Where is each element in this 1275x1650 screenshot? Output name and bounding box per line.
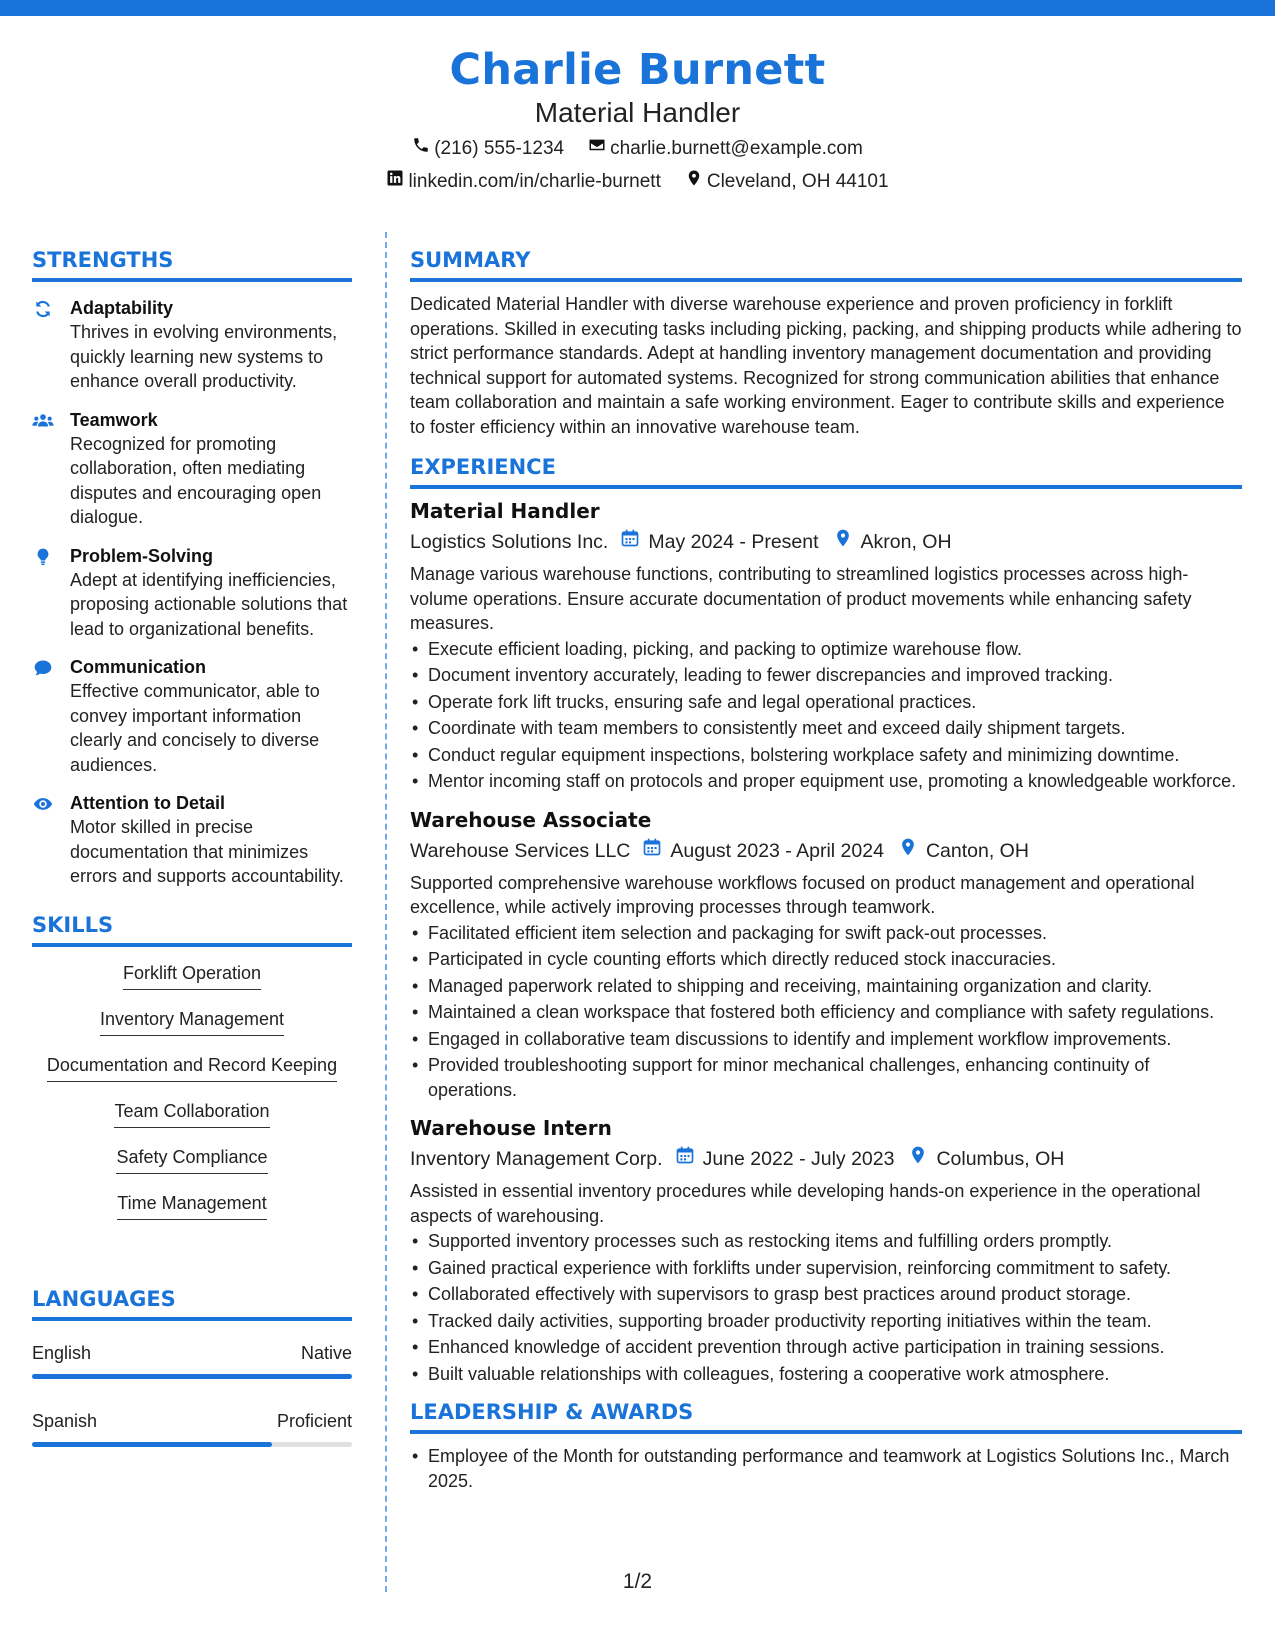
job-entry	[410, 806, 1242, 1103]
job-bullet: • Gained practical experience with forklifts under supervision, reinforcing commitment to safety.	[410, 1256, 1242, 1281]
language-name: Spanish	[32, 1410, 98, 1431]
awards-heading: LEADERSHIP & AWARDS	[410, 1398, 1242, 1434]
job-bullet: • Facilitated efficient item selection and packaging for swift pack-out processes.	[410, 921, 1242, 946]
skills-list	[32, 961, 352, 1237]
phone-contact[interactable]	[412, 136, 564, 161]
strength-item	[32, 296, 352, 394]
job-list	[410, 497, 1242, 1386]
job-company: Inventory Management Corp.	[410, 1148, 663, 1170]
job-description: Assisted in essential inventory procedures while developing hands-on experience in the operational aspects of warehousing.	[410, 1181, 1201, 1226]
job-description: Manage various warehouse functions, contributing to streamlined logistics processes across high-volume operations. Ensure accurate documentation of product movements while enhancing safety measures.	[410, 564, 1192, 633]
job-bullet: • Supported inventory processes such as restocking items and fulfilling orders promptly.	[410, 1229, 1242, 1254]
award-item: • Employee of the Month for outstanding performance and teamwork at Logistics Solutions Inc., March 2025.	[410, 1444, 1242, 1493]
contact-row-2	[0, 169, 1275, 194]
job-entry	[410, 497, 1242, 794]
calendar-icon	[675, 1145, 703, 1173]
job-bullet: • Document inventory accurately, leading to fewer discrepancies and improved tracking.	[410, 663, 1242, 688]
languages-section	[32, 1285, 352, 1447]
job-title: Material Handler	[410, 499, 600, 523]
strength-title: Teamwork	[70, 409, 158, 430]
strength-desc: Thrives in evolving environments, quickly learning new systems to enhance overall productivity.	[70, 322, 338, 391]
job-company: Logistics Solutions Inc.	[410, 531, 609, 553]
job-bullet: • Managed paperwork related to shipping and receiving, maintaining organization and clarity.	[410, 974, 1242, 999]
job-bullets	[410, 921, 1242, 1103]
skill-tag: Time Management	[117, 1191, 266, 1220]
strength-title: Attention to Detail	[70, 793, 225, 813]
job-bullet: • Maintained a clean workspace that fostered both efficiency and compliance with safety regulations.	[410, 1000, 1242, 1025]
job-bullets	[410, 637, 1242, 794]
language-proficiency-bar	[32, 1374, 352, 1379]
job-bullet: • Execute efficient loading, picking, and packing to optimize warehouse flow.	[410, 637, 1242, 662]
job-company: Warehouse Services LLC	[410, 839, 631, 862]
envelope-icon	[588, 136, 606, 161]
map-pin-icon	[908, 1145, 936, 1173]
job-bullet: • Tracked daily activities, supporting broader productivity reporting initiatives within the team.	[410, 1309, 1242, 1334]
right-column	[410, 246, 1242, 1495]
strengths-section	[32, 246, 352, 889]
job-bullet: • Collaborated effectively with supervisors to grasp best practices around product storage.	[410, 1282, 1242, 1307]
strengths-heading: STRENGTHS	[32, 246, 352, 282]
column-divider	[385, 232, 387, 1592]
users-icon	[32, 408, 70, 530]
job-title: Warehouse Associate	[410, 807, 652, 832]
summary-text: Dedicated Material Handler with diverse warehouse experience and proven proficiency in forklift operations. Skilled in executing tasks including picking, packing, and shipping products while adhering to strict performance standards. Adept at handling inventory management documentation and providing technical support for automated systems. Recognized for strong communication abilities that enhance team collaboration and maintain a safe working environment. Eager to contribute skills and experience to foster efficiency within an innovative warehouse team.	[410, 294, 1242, 437]
email-contact[interactable]	[588, 136, 863, 161]
eye-icon	[32, 791, 70, 889]
skill-tag: Safety Compliance	[116, 1145, 267, 1174]
job-bullet: • Provided troubleshooting support for minor mechanical challenges, enhancing continuity of operations.	[410, 1053, 1242, 1102]
job-bullet: • Coordinate with team members to consistently meet and exceed daily shipment targets.	[410, 716, 1242, 741]
job-bullet: • Built valuable relationships with colleagues, fostering a cooperative work atmosphere.	[410, 1362, 1242, 1387]
strength-item	[32, 408, 352, 530]
strength-title: Adaptability	[70, 298, 174, 318]
top-accent-bar	[0, 0, 1275, 16]
skill-tag: Forklift Operation	[123, 961, 261, 990]
lightbulb-icon	[32, 544, 70, 642]
job-bullet: • Engaged in collaborative team discussions to identify and implement workflow improvements.	[410, 1027, 1242, 1052]
experience-heading: EXPERIENCE	[410, 453, 1242, 489]
sync-icon	[32, 296, 70, 394]
awards-list	[410, 1444, 1242, 1493]
summary-heading: SUMMARY	[410, 246, 1242, 282]
skills-section	[32, 911, 352, 1237]
contact-row-1	[0, 136, 1275, 161]
linkedin-text: linkedin.com/in/charlie-burnett	[408, 170, 661, 192]
language-item	[32, 1341, 352, 1379]
language-item	[32, 1409, 352, 1447]
skill-tag: Inventory Management	[100, 1007, 284, 1036]
job-location: Columbus, OH	[936, 1148, 1065, 1170]
language-name: English	[32, 1342, 92, 1363]
job-dates: June 2022 - July 2023	[702, 1148, 895, 1170]
resume-header	[0, 42, 1275, 194]
strength-title: Communication	[70, 657, 207, 677]
page-number: 1/2	[622, 1570, 653, 1593]
job-description: Supported comprehensive warehouse workflows focused on product management and operational excellence, while actively improving processes through teamwork.	[410, 872, 1195, 917]
job-title: Warehouse Intern	[410, 1116, 612, 1140]
strength-desc: Motor skilled in precise documentation that minimizes errors and supports accountability.	[70, 817, 344, 886]
job-bullet: • Operate fork lift trucks, ensuring safe and legal operational practices.	[410, 690, 1242, 715]
phone-text: (216) 555-1234	[434, 137, 565, 159]
job-bullets	[410, 1229, 1242, 1386]
language-proficiency-fill	[32, 1374, 352, 1379]
job-bullet: • Conduct regular equipment inspections, bolstering workplace safety and minimizing downtime.	[410, 743, 1242, 768]
left-column	[32, 246, 352, 1447]
job-entry	[410, 1114, 1242, 1386]
job-dates: August 2023 - April 2024	[670, 839, 884, 862]
experience-section	[410, 453, 1242, 1386]
job-meta	[410, 528, 1242, 556]
job-meta	[410, 837, 1242, 865]
linkedin-icon	[386, 169, 404, 194]
email-text: charlie.burnett@example.com	[610, 137, 863, 159]
strength-desc: Recognized for promoting collaboration, often mediating disputes and encouraging open dialogue.	[70, 433, 322, 527]
skill-tag: Documentation and Record Keeping	[47, 1053, 337, 1082]
strength-item	[32, 544, 352, 642]
strength-desc: Adept at identifying inefficiencies, proposing actionable solutions that lead to organizational benefits.	[70, 569, 348, 639]
strength-item	[32, 791, 352, 889]
summary-section	[410, 246, 1242, 439]
candidate-name: Charlie Burnett	[449, 45, 826, 95]
skills-heading: SKILLS	[32, 911, 352, 947]
chat-bubble-icon	[32, 655, 70, 777]
calendar-icon	[642, 837, 670, 865]
job-bullet: • Participated in cycle counting efforts which directly reduced stock inaccuracies.	[410, 947, 1242, 972]
job-bullet: • Enhanced knowledge of accident prevention through active participation in training sessions.	[410, 1335, 1242, 1360]
language-level: Native	[300, 1342, 352, 1363]
job-location: Akron, OH	[860, 531, 952, 553]
job-dates: May 2024 - Present	[648, 531, 819, 553]
language-proficiency-bar	[32, 1442, 352, 1447]
language-proficiency-fill	[32, 1442, 272, 1447]
strength-item	[32, 655, 352, 777]
strength-title: Problem-Solving	[70, 545, 214, 566]
job-location: Canton, OH	[925, 839, 1029, 862]
calendar-icon	[620, 528, 648, 556]
candidate-role: Material Handler	[534, 97, 741, 128]
phone-icon	[412, 136, 430, 161]
linkedin-contact[interactable]	[386, 169, 660, 194]
map-pin-icon	[833, 528, 861, 556]
map-pin-icon	[898, 837, 926, 865]
job-meta	[410, 1145, 1242, 1173]
location-text: Cleveland, OH 44101	[706, 170, 889, 192]
languages-heading: LANGUAGES	[32, 1285, 352, 1321]
awards-section	[410, 1398, 1242, 1493]
job-bullet: • Mentor incoming staff on protocols and proper equipment use, promoting a knowledgeable workforce.	[410, 769, 1242, 794]
location-contact	[685, 169, 889, 194]
skill-tag: Team Collaboration	[114, 1099, 269, 1128]
language-level: Proficient	[276, 1410, 352, 1431]
strength-desc: Effective communicator, able to convey important information clearly and concisely to diverse audiences.	[70, 681, 320, 775]
map-pin-icon	[685, 169, 703, 194]
